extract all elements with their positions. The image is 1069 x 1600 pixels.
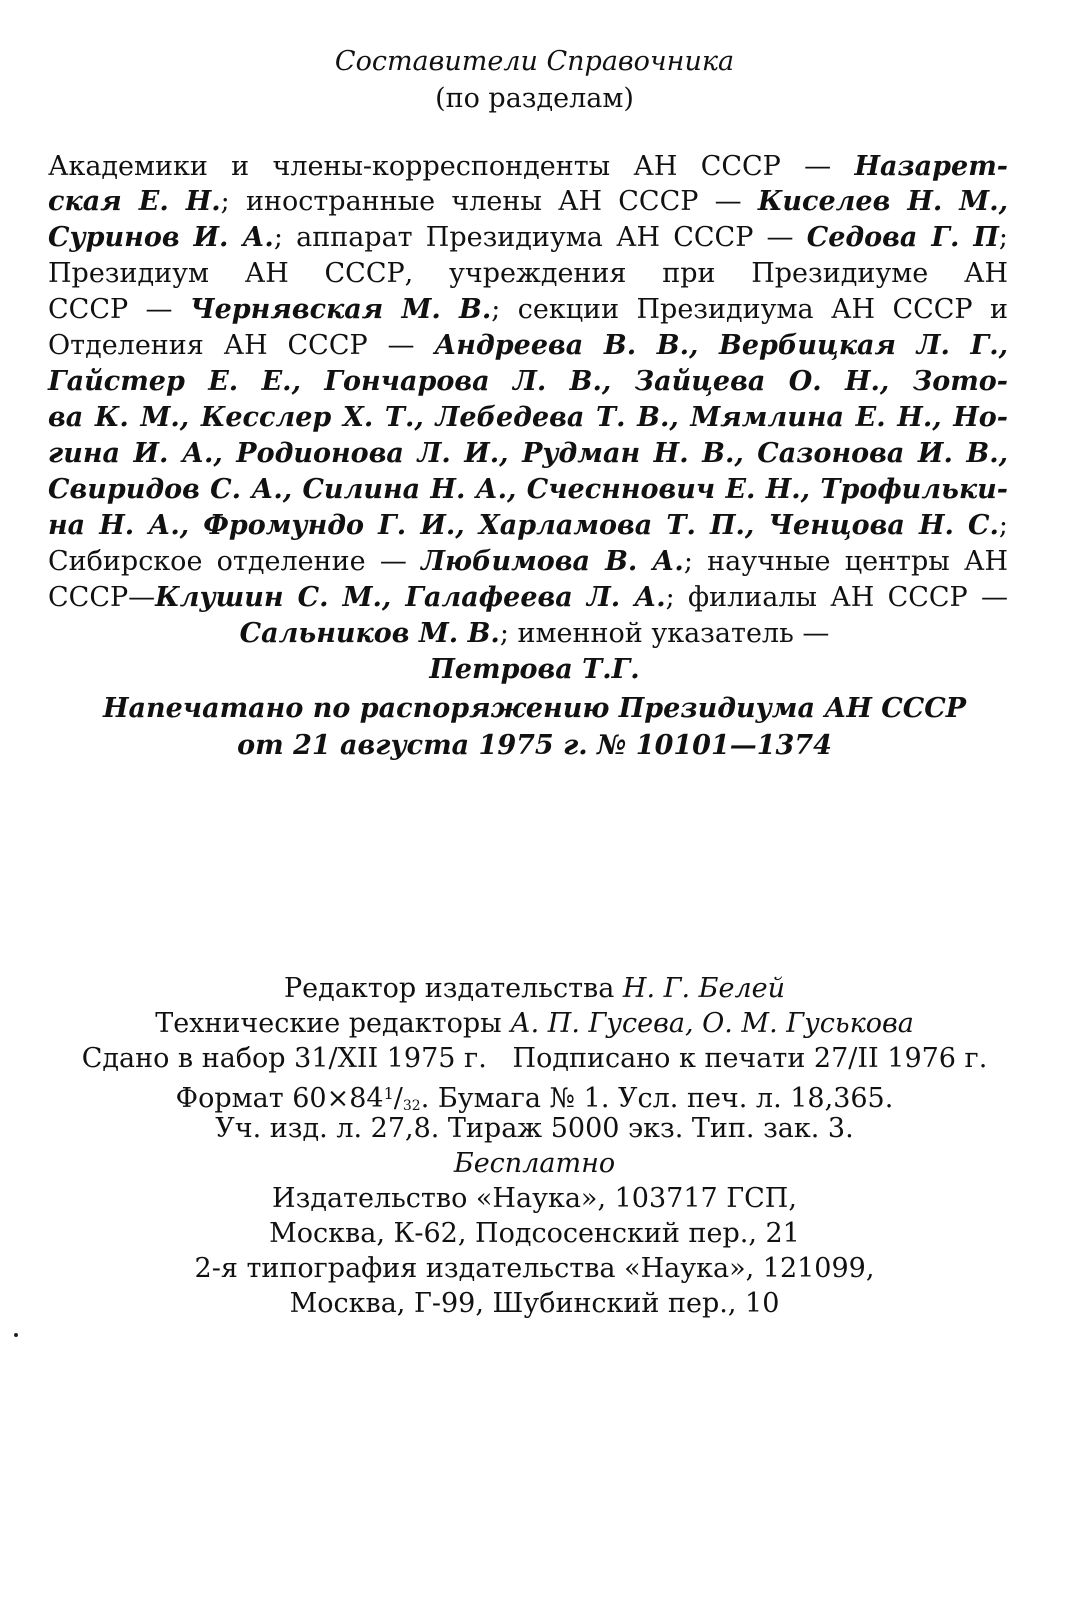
format-text: Формат 60×84 xyxy=(175,1083,384,1114)
text-run: СССР — xyxy=(48,294,190,325)
contributors-line xyxy=(48,328,1008,364)
text-run: ; научные центры АН xyxy=(683,546,1009,577)
contributors-line: гина И. А., Родионова Л. И., Рудман Н. В., Сазонова И. В., xyxy=(48,438,1008,469)
contributors-line: Президиум АН СССР, учреждения при Президиуме АН xyxy=(48,258,1008,289)
contributors-line xyxy=(48,544,1008,580)
print-info-line: Уч. изд. л. 27,8. Тираж 5000 экз. Тип. зак. 3. xyxy=(215,1113,854,1144)
editor-name: Н. Г. Белей xyxy=(622,973,786,1004)
format-subscript: 32 xyxy=(402,1098,421,1114)
text-run: ; иностранные члены АН СССР — xyxy=(220,186,758,217)
publisher-address-line: Москва, К-62, Подсосенский пер., 21 xyxy=(269,1218,800,1249)
dates-line: Сдано в набор 31/XII 1975 г. Подписано к печати 27/II 1976 г. xyxy=(81,1043,988,1074)
name-run: Киселев Н. М., xyxy=(757,186,1008,217)
contributors-line: Петрова Т.Г. xyxy=(429,654,640,685)
text-run: ; аппарат Президиума АН СССР — xyxy=(273,222,807,253)
name-run: Седова Г. П xyxy=(806,222,999,253)
name-run: Андреева В. В., Вербицкая Л. Г., xyxy=(434,330,1008,361)
heading-compilers: Составители Справочника xyxy=(334,46,735,77)
printer-line: 2-я типография издательства «Наука», 121099, xyxy=(194,1253,875,1284)
name-run: Чернявская М. В. xyxy=(189,294,492,325)
text-run: ; филиалы АН СССР — xyxy=(665,582,1008,613)
tech-editors-label: Технические редакторы xyxy=(155,1008,511,1039)
text-run: СССР— xyxy=(48,582,156,613)
contributors-line: ва К. М., Кесслер Х. Т., Лебедева Т. В., Мямлина Е. Н., Но- xyxy=(48,402,1008,433)
tech-editors-names: А. П. Гусева, О. М. Гуськова xyxy=(510,1008,914,1039)
text-run: Отделения АН СССР — xyxy=(48,330,435,361)
format-slash: / xyxy=(393,1083,403,1114)
name-run: Любимова В. А. xyxy=(421,546,684,577)
printer-address-line: Москва, Г-99, Шубинский пер., 10 xyxy=(289,1288,780,1319)
editor-label: Редактор издательства xyxy=(283,973,623,1004)
contributors-line: Свиридов С. А., Силина Н. А., Счесннович Е. Н., Трофильки- xyxy=(48,474,1008,505)
heading-by-sections: (по разделам) xyxy=(435,83,634,114)
text-run: ; секции Президиума АН СССР и xyxy=(491,294,1008,325)
text-run: Сибирское отделение — xyxy=(48,546,422,577)
imprint-line: Напечатано по распоряжению Президиума АН СССР xyxy=(102,693,967,724)
tech-editors-line xyxy=(0,1006,1069,1042)
name-run: Назарет- xyxy=(854,151,1008,182)
publisher-line: Издательство «Наука», 103717 ГСП, xyxy=(272,1183,797,1214)
text-run: ; именной указатель — xyxy=(499,618,830,649)
scan-speck xyxy=(14,1333,18,1337)
editor-line xyxy=(0,971,1069,1007)
name-run: Клушин С. М., Галафеева Л. А. xyxy=(155,582,666,613)
contributors-line xyxy=(0,616,1069,652)
text-run: ; xyxy=(998,222,1008,253)
name-run: ская Е. Н. xyxy=(48,186,221,217)
contributors-line xyxy=(48,292,1008,328)
price-line: Бесплатно xyxy=(453,1148,616,1179)
name-run: Сальников М. В. xyxy=(239,618,500,649)
contributors-line: Гайстер Е. Е., Гончарова Л. В., Зайцева О. Н., Зото- xyxy=(48,366,1008,397)
name-run: на Н. А., Фромундо Г. И., Харламова Т. П., Ченцова Н. С. xyxy=(48,510,999,541)
contributors-line xyxy=(48,184,1008,220)
format-text: . Бумага № 1. Усл. печ. л. 18,365. xyxy=(420,1083,894,1114)
contributors-line xyxy=(48,149,1008,185)
contributors-line xyxy=(48,580,1008,616)
format-superscript: 1 xyxy=(383,1084,394,1103)
contributors-line xyxy=(48,508,1008,544)
contributors-line xyxy=(48,220,1008,256)
text-run: Академики и члены-корреспонденты АН СССР — xyxy=(48,151,855,182)
name-run: Суринов И. А. xyxy=(48,222,274,253)
text-run: ; xyxy=(998,510,1008,541)
imprint-line: от 21 августа 1975 г. № 10101—1374 xyxy=(237,730,832,761)
